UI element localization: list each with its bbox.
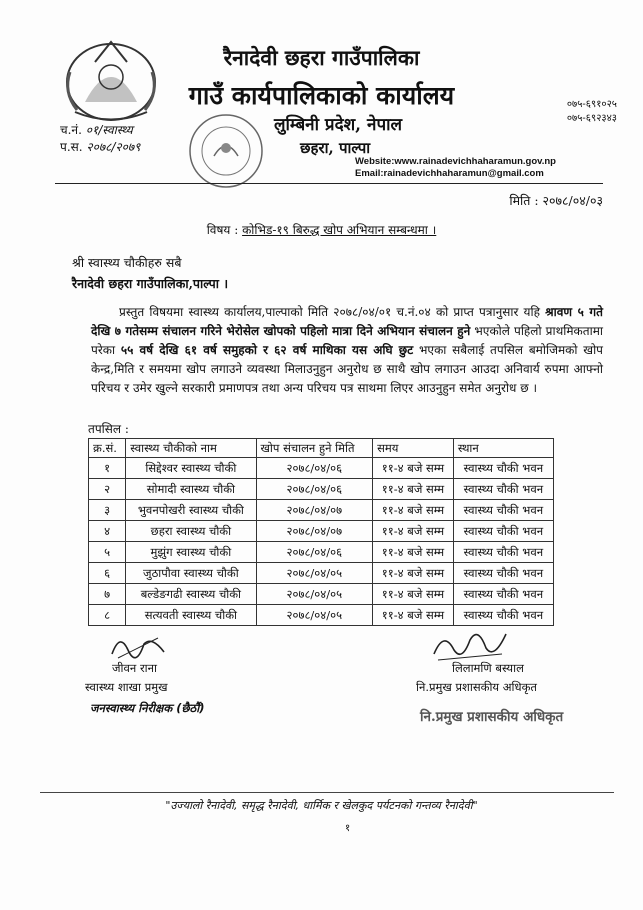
recipient-line-2: रैनादेवी छहरा गाउँपालिका,पाल्पा ।: [72, 276, 229, 291]
body-part-2: भएकोले पहिलो प्राथमिकतामा परेका: [91, 324, 603, 357]
right-stamp-text: नि.प्रमुख प्रशासकीय अधिकृत: [420, 709, 564, 725]
cell-sn: ८: [89, 605, 126, 626]
letter-date: मिति : २०७८/०४/०३: [509, 193, 603, 208]
cell-post-name: मुझुंग स्वास्थ्य चौकी: [126, 542, 256, 563]
office-seal-icon: [180, 110, 272, 192]
cell-sn: ६: [89, 563, 126, 584]
phone-2: ०७५-६९२३४३: [566, 113, 617, 124]
cell-post-name: बल्डेङगढी स्वास्थ्य चौकी: [126, 584, 256, 605]
province: लुम्बिनी प्रदेश, नेपाल: [274, 115, 403, 135]
body-part-3: भएका सबैलाई तपसिल बमोजिमको खोप केन्द्र,मिति र समयमा खोप लगाउने व्यवस्था मिलाउनुहुन अनुरोध छ साथै खोप लगाउन आउदा अनिवार्य रुपमा आफ्नो परिचय र उमेर खुल्ने सरकारी प्रमाणपत्र तथा अन्य परिचय पत्र साथमा लिएर आउनुहुन समेत अनुरोध छ ।: [91, 343, 603, 395]
right-signatory-name: लिलामणि बस्याल: [452, 661, 524, 675]
footer-rule: [40, 792, 614, 793]
letter-body: [91, 303, 603, 398]
col-header-sn: क्र.सं.: [89, 439, 126, 458]
body-part-1: प्रस्तुत विषयमा स्वास्थ्य कार्यालय,पाल्पाको मिति २०७८/०४/०१ च.नं.०४ को प्राप्त पत्रानुसार यहि: [119, 305, 540, 319]
org-name: रैनादेवी छहरा गाउँपालिका: [223, 45, 420, 70]
cell-date: २०७८/०४/०७: [256, 521, 373, 542]
cell-location: स्वास्थ्य चौकी भवन: [453, 605, 553, 626]
pa-sa-value: २०७८/२०७९: [86, 140, 141, 154]
place: छहरा, पाल्पा: [300, 139, 371, 157]
cell-location: स्वास्थ्य चौकी भवन: [453, 542, 553, 563]
subject-text: कोभिड-१९ बिरुद्ध खोप अभियान सम्बन्धमा ।: [242, 223, 437, 237]
cell-location: स्वास्थ्य चौकी भवन: [453, 458, 553, 479]
col-header-post-name: स्वास्थ्य चौकीको नाम: [126, 439, 256, 458]
cell-sn: ५: [89, 542, 126, 563]
footer-mark: १: [345, 823, 351, 834]
cell-post-name: भुवनपोखरी स्वास्थ्य चौकी: [126, 500, 256, 521]
table-row: [89, 458, 554, 479]
body-bold-2: ५५ वर्ष देखि ६१ वर्ष समुहको र ६२ वर्ष माथिका यस अघि छुट: [120, 343, 414, 357]
recipient-line-1: श्री स्वास्थ्य चौकीहरु सबै: [72, 255, 182, 270]
cell-sn: २: [89, 479, 126, 500]
body-bold-1: श्रावण ५ गते देखि ७ गतेसम्म संचालन गरिने भेरोसेल खोपको पहिलो मात्रा दिने अभियान संचालन हुने: [91, 305, 603, 338]
left-signatory-title: स्वास्थ्य शाखा प्रमुख: [85, 680, 168, 694]
cell-location: स्वास्थ्य चौकी भवन: [453, 584, 553, 605]
cha-na-label: च.नं.: [60, 123, 82, 137]
table-row: [89, 521, 554, 542]
header-rule: [55, 183, 603, 184]
cell-time: ११-४ बजे सम्म: [373, 542, 454, 563]
cell-time: ११-४ बजे सम्म: [373, 563, 454, 584]
cell-location: स्वास्थ्य चौकी भवन: [453, 563, 553, 584]
cell-sn: १: [89, 458, 126, 479]
cell-time: ११-४ बजे सम्म: [373, 479, 454, 500]
table-row: [89, 479, 554, 500]
website: Website:www.rainadevichhaharamun.gov.np: [355, 156, 556, 167]
cell-date: २०७८/०४/०७: [256, 500, 373, 521]
cell-date: २०७८/०४/०६: [256, 542, 373, 563]
cell-time: ११-४ बजे सम्म: [373, 584, 454, 605]
email: Email:rainadevichhaharamun@gmail.com: [355, 168, 544, 179]
col-header-location: स्थान: [453, 439, 553, 458]
vaccination-schedule-table: [88, 438, 554, 626]
cell-post-name: सिद्देश्वर स्वास्थ्य चौकी: [126, 458, 256, 479]
cell-date: २०७८/०४/०५: [256, 584, 373, 605]
cell-time: ११-४ बजे सम्म: [373, 605, 454, 626]
cell-sn: ७: [89, 584, 126, 605]
subject-line: [0, 221, 643, 238]
cell-time: ११-४ बजे सम्म: [373, 521, 454, 542]
table-row: [89, 584, 554, 605]
cell-date: २०७८/०४/०६: [256, 458, 373, 479]
left-signature-icon: [108, 630, 168, 662]
phone-numbers: [567, 98, 617, 126]
footer-motto: "उज्यालो रैनादेवी, समृद्ध रैनादेवी, धार्मिक र खेलकुद पर्यटनको गन्तव्य रैनादेवी": [165, 799, 478, 812]
cell-time: ११-४ बजे सम्म: [373, 500, 454, 521]
left-signatory-name: जीवन राना: [112, 661, 157, 675]
right-signature-icon: [430, 624, 510, 664]
table-row: [89, 605, 554, 626]
contact-links: [355, 156, 556, 180]
phone-1: ०७५-६९१०२५: [566, 99, 617, 110]
letter-reference: [60, 122, 140, 156]
cell-sn: ४: [89, 521, 126, 542]
left-stamp-text: जनस्वास्थ्य निरीक्षक (छैठौं): [90, 701, 205, 715]
cell-time: ११-४ बजे सम्म: [373, 458, 454, 479]
cell-sn: ३: [89, 500, 126, 521]
table-row: [89, 542, 554, 563]
cell-date: २०७८/०४/०५: [256, 563, 373, 584]
col-header-date: खोप संचालन हुने मिति: [256, 439, 373, 458]
table-header-row: [89, 439, 554, 458]
cell-location: स्वास्थ्य चौकी भवन: [453, 521, 553, 542]
subject-label: विषय :: [206, 223, 239, 237]
col-header-time: समय: [373, 439, 454, 458]
table-row: [89, 500, 554, 521]
pa-sa-label: प.स.: [60, 140, 83, 154]
cell-post-name: छहरा स्वास्थ्य चौकी: [126, 521, 256, 542]
cell-location: स्वास्थ्य चौकी भवन: [453, 500, 553, 521]
office-name: गाउँ कार्यपालिकाको कार्यालय: [188, 81, 455, 110]
cell-post-name: सत्यवती स्वास्थ्य चौकी: [126, 605, 256, 626]
table-row: [89, 563, 554, 584]
right-signatory-title: नि.प्रमुख प्रशासकीय अधिकृत: [416, 680, 537, 694]
cell-date: २०७८/०४/०६: [256, 479, 373, 500]
tapasil-label: तपसिल :: [88, 422, 129, 436]
cell-post-name: जुठापौवा स्वास्थ्य चौकी: [126, 563, 256, 584]
cell-location: स्वास्थ्य चौकी भवन: [453, 479, 553, 500]
cell-post-name: सोमादी स्वास्थ्य चौकी: [126, 479, 256, 500]
cha-na-value: ०१/स्वास्थ्य: [85, 123, 133, 137]
cell-date: २०७८/०४/०५: [256, 605, 373, 626]
